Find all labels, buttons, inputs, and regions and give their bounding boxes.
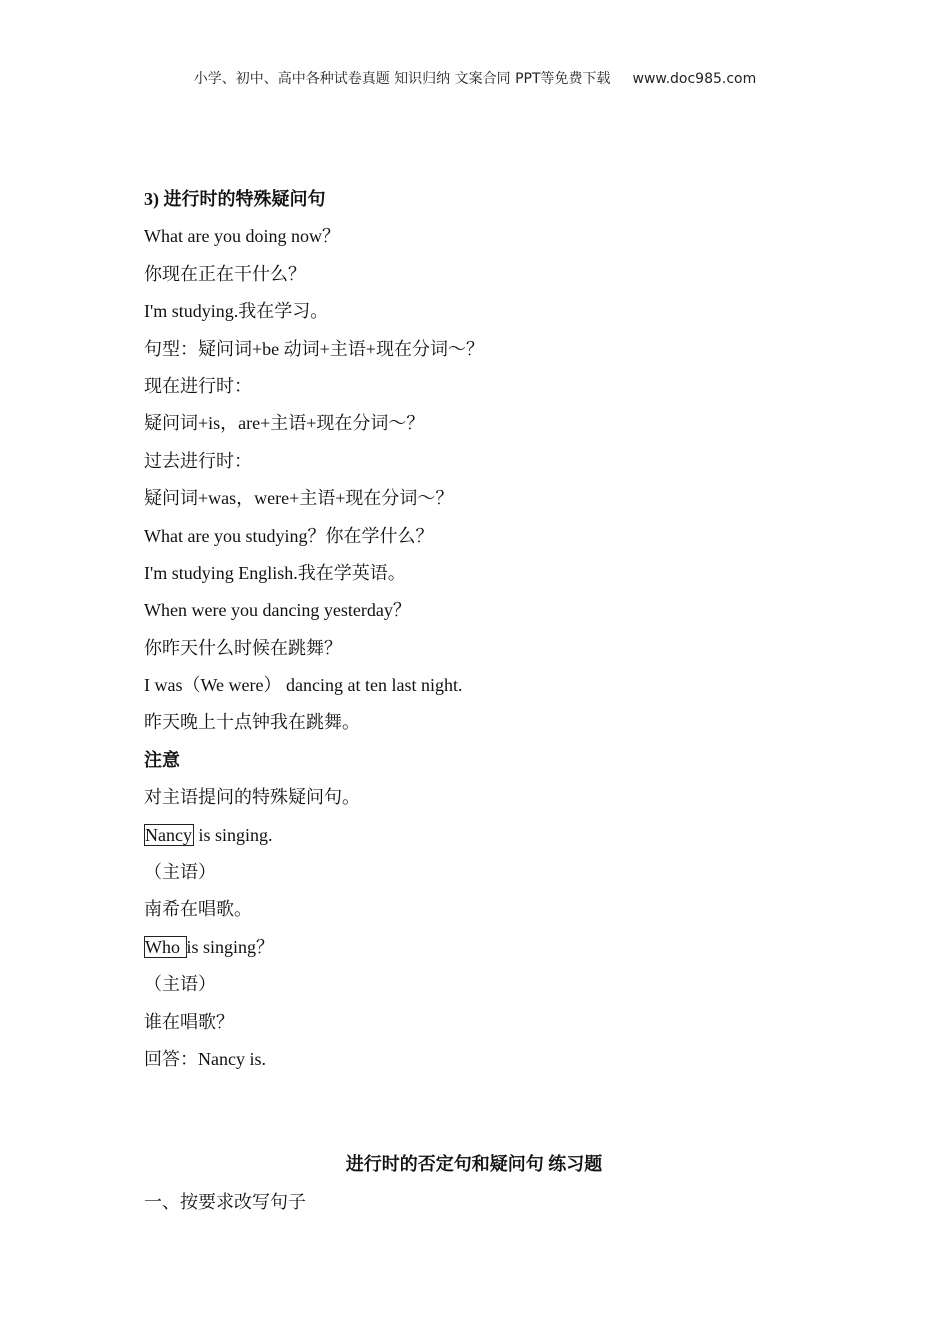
page-header [0,68,950,88]
section-heading: 3) 进行时的特殊疑问句 [144,189,326,209]
text-line: I'm studying.我在学习。 [144,301,329,322]
text-line: What are you doing now？ [144,226,340,247]
example-sentence-1 [144,822,804,859]
example-translation-2: 谁在唱歌？ [144,1011,234,1032]
text-line: 过去进行时： [144,450,252,471]
header-text: 小学、初中、高中各种试卷真题 知识归纳 文案合同 PPT等免费下载 [193,71,611,87]
subject-label: （主语） [144,974,216,995]
text-line: 句型：疑问词+be 动词+主语+现在分词～？ [144,338,484,359]
header-site: www.doc985.com [632,71,757,87]
spacer [144,1083,804,1151]
example-rest: is singing. [193,824,273,845]
exercise-title: 进行时的否定句和疑问句 练习题 [345,1154,603,1175]
example-rest: is singing？ [186,936,275,957]
text-line: 现在进行时： [144,375,252,396]
answer-line: 回答：Nancy is. [144,1048,266,1069]
boxed-subject: Nancy [145,824,192,845]
text-line: 昨天晚上十点钟我在跳舞。 [144,712,360,733]
document-body [144,186,804,1226]
text-line: I was（We were） dancing at ten last night. [144,675,463,696]
text-line: 你昨天什么时候在跳舞？ [144,637,342,658]
text-line: What are you studying？你在学什么？ [144,525,434,546]
text-line: I'm studying English.我在学英语。 [144,562,406,583]
example-translation-1: 南希在唱歌。 [144,899,252,920]
example-sentence-2 [144,934,804,971]
boxed-subject: Who [145,936,185,957]
subject-label: （主语） [144,862,216,883]
note-intro: 对主语提问的特殊疑问句。 [144,787,360,808]
exercise-part-heading: 一、按要求改写句子 [144,1191,306,1212]
text-line: 疑问词+was，were+主语+现在分词～？ [144,488,454,509]
text-line: 你现在正在干什么？ [144,263,306,284]
note-heading: 注意 [144,749,180,770]
text-line: When were you dancing yesterday？ [144,600,411,621]
text-line: 疑问词+is，are+主语+现在分词～？ [144,413,425,434]
